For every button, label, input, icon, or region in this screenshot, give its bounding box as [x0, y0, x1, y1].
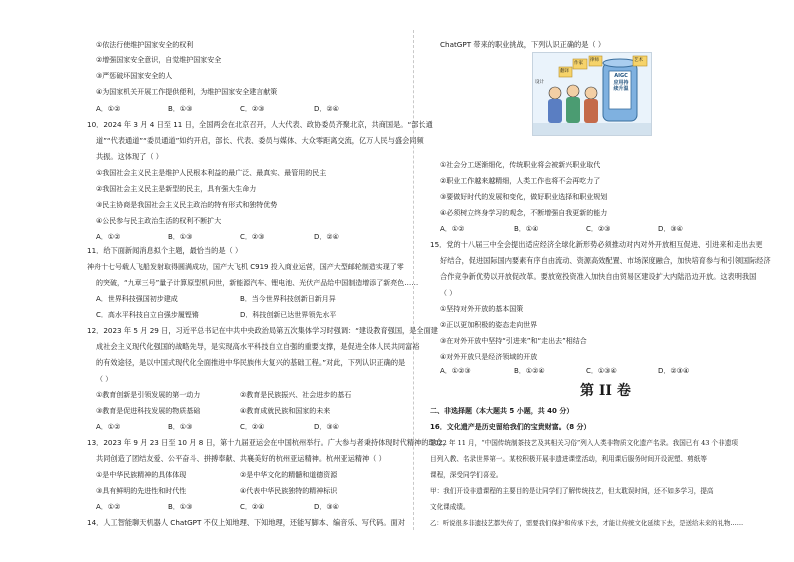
q15-option-1: ①坚持对外开放的基本国策 — [440, 305, 524, 313]
q14-stem-2: ChatGPT 带来的职业挑战，下列认识正确的是（ ） — [440, 40, 606, 49]
q13-option-3: ③具有鲜明的先进性和时代性 — [96, 487, 187, 495]
q10-option-1: ①我国社会主义民主是维护人民根本利益的最广泛、最真实、最管用的民主 — [96, 169, 327, 177]
q10-choice-b: B．①③ — [168, 233, 193, 241]
q10-choice-c: C．②③ — [240, 233, 265, 241]
q14-option-3: ③要做好时代的发展和变化，做好职业选择和职业规划 — [440, 193, 608, 201]
q10-choice-a: A．①② — [96, 233, 121, 241]
q11-stem-3: 的突破，“九章三号”量子计算原型机问世，新能源汽车、锂电池、光伏产品给中国制造增添了新亮色…… — [96, 279, 419, 287]
q15-option-3: ③在对外开放中坚持“引进来”和“走出去”相结合 — [440, 337, 587, 345]
q16-material-1: 2022 年 11 月，“中国传统制茶技艺及其相关习俗”列入人类非物质文化遗产名录。我国已有 43 个非遗项 — [430, 439, 738, 447]
q12-stem-4: （ ） — [96, 375, 113, 383]
q15-stem-1: 15．党的十八届三中全会提出适应经济全球化新形势必须推动对内对外开放相互促进、引进来和走出去更 — [430, 240, 763, 249]
q15-option-4: ④对外开放只是经济领域的开放 — [440, 353, 538, 361]
folder-label-5: 设计 — [535, 80, 544, 85]
q9-choice-a: A．①② — [96, 105, 121, 113]
q14-stem-1: 14．人工智能聊天机器人 ChatGPT 不仅上知地理、下知地理，还能写脚本、编音乐、写代码。面对 — [87, 518, 405, 527]
q15-stem-3: 合作竞争新优势以开放促改革。要放宽投资准入加快自由贸易区建设扩大内陆沿边开放。这表明我国 — [440, 272, 757, 281]
q14-option-1: ①社会分工逐渐细化，传统职业将会被新兴职业取代 — [440, 161, 601, 169]
q13-choice-a: A．①② — [96, 503, 121, 511]
q16-material-6: 乙：听说很多非遗技艺都失传了，需要我们保护和传承下去，才能让传统文化延续下去，是送给未来的礼物…… — [430, 519, 744, 527]
q14-option-4: ④必须树立终身学习的观念，不断增强自我更新的能力 — [440, 209, 608, 217]
q12-stem-2: 成社会主义现代化强国的战略先导，是实现高水平科技自立自强的重要支撑，是促进全体人民共同富裕 — [96, 342, 420, 351]
q12-choice-c: C．②④ — [240, 423, 265, 431]
q12-choice-d: D．③④ — [314, 423, 339, 431]
q15-stem-2: 好结合，促进国际国内要素有序自由流动、资源高效配置、市场深度融合，加快培育参与和引领国际经济 — [440, 256, 771, 265]
aigc-sign-text: AIGC 应用持续升温 — [613, 73, 629, 92]
q9-choice-b: B．①③ — [168, 105, 193, 113]
q15-choice-d: D．②③④ — [658, 367, 690, 375]
q13-choice-c: C．②④ — [240, 503, 265, 511]
q13-stem-1: 13．2023 年 9 月 23 日至 10 月 8 日，第十九届亚运会在中国杭州举行。广大参与者秉持体现时代精神的理念， — [87, 438, 450, 447]
q15-choice-a: A．①②③ — [440, 367, 471, 375]
q12-choice-b: B．①③ — [168, 423, 193, 431]
q13-choice-d: D．③④ — [314, 503, 339, 511]
folder-label-2: 律师 — [590, 58, 599, 63]
q12-stem-1: 12．2023 年 5 月 29 日，习近平总书记在中共中央政治局第五次集体学习时强调：“建设教育强国，是全面建 — [87, 326, 438, 335]
q16-material-5: 文化课成绩。 — [430, 503, 470, 511]
q14-choice-b: B．①④ — [514, 225, 539, 233]
q12-option-3: ③教育是促进科技发展的物质基础 — [96, 407, 201, 415]
q16-material-4: 甲：我们开设非遗课程的主要目的是让同学们了解传统技艺，但太耽误时间，还不如多学习，提高 — [430, 487, 714, 495]
q15-option-2: ②正以更加积极的姿态走向世界 — [440, 321, 538, 329]
q9-option-3: ③严惩破坏国家安全的人 — [96, 72, 173, 80]
q15-choice-b: B．①②④ — [514, 367, 545, 375]
q10-stem-2: 道”“代表通道”“委员通道”如约开启，部长、代表、委员与媒体、大众零距离交流，亿万人民与盛会同频 — [96, 136, 424, 145]
q13-choice-b: B．①③ — [168, 503, 193, 511]
q13-stem-2: 共同创造了团结友爱、公平奋斗、拼搏奉献、共襄美好的杭州亚运精神。杭州亚运精神（ ） — [96, 454, 386, 463]
q14-choice-a: A．①② — [440, 225, 465, 233]
q9-option-2: ②增强国家安全意识，自觉维护国家安全 — [96, 56, 222, 64]
q9-option-4: ④为国家机关开展工作提供便利，为维护国家安全建言献策 — [96, 88, 278, 96]
section-heading: 二、非选择题（本大题共 5 小题，共 40 分） — [430, 407, 574, 415]
q15-stem-4: （ ） — [440, 289, 457, 297]
q11-stem-2: 神舟十七号载人飞船发射取得圆满成功，国产大飞机 C919 投入商业运营，国产大型邮轮制造实现了零 — [87, 263, 404, 271]
q16-material-3: 课程，深受同学们喜爱。 — [430, 471, 503, 479]
cartoon-illustration — [533, 53, 651, 135]
q10-stem-1: 10．2024 年 3 月 4 日至 11 日，全国两会在北京召开，人大代表、政协委员齐聚北京，共商国是。“部长通 — [87, 120, 433, 129]
aigc-cartoon — [532, 52, 652, 136]
q12-option-2: ②教育是民族振兴、社会进步的基石 — [240, 391, 352, 399]
q11-choice-c: C．高水平科技自立自强步履铿锵 — [96, 311, 199, 319]
q11-choice-b: B．当今世界科技创新日新月异 — [240, 295, 336, 303]
q12-option-1: ①教育创新是引领发展的第一动力 — [96, 391, 201, 399]
q14-option-2: ②职业工作越来越精细，人类工作也将不会再吃力了 — [440, 177, 601, 185]
q12-choice-a: A．①② — [96, 423, 121, 431]
q13-option-2: ②是中华文化的精髓和道德资源 — [240, 471, 338, 479]
q14-choice-d: D．③④ — [658, 225, 683, 233]
q10-option-3: ③民主协商是我国社会主义民主政治的特有形式和独特优势 — [96, 201, 278, 209]
q14-choice-c: C．②③ — [586, 225, 611, 233]
q11-choice-d: D．科技创新已达世界领先水平 — [240, 311, 337, 319]
q10-choice-d: D．②④ — [314, 233, 339, 241]
q12-option-4: ④教育成就民族和国家的未来 — [240, 407, 331, 415]
q9-option-1: ①依法行使维护国家安全的权利 — [96, 41, 194, 49]
q10-option-2: ②我国社会主义民主是新型的民主，具有强大生命力 — [96, 185, 257, 193]
q10-stem-3: 共振。这体现了（ ） — [96, 152, 163, 161]
q16-heading: 16．文化遗产是历史留给我们的宝贵财富。（8 分） — [430, 423, 591, 431]
q13-option-4: ④代表中华民族独特的精神标识 — [240, 487, 338, 495]
folder-label-3: 翻译 — [560, 69, 569, 74]
q9-choice-c: C．②③ — [240, 105, 265, 113]
q11-choice-a: A．世界科技强国初步建成 — [96, 295, 178, 303]
q12-stem-3: 的有效途径，是以中国式现代化全面推进中华民族伟大复兴的基础工程。”对此，下列认识正确的是 — [96, 358, 406, 367]
right-column — [415, 0, 794, 562]
q13-option-1: ①是中华民族精神的具体体现 — [96, 471, 187, 479]
q9-choice-d: D．②④ — [314, 105, 339, 113]
q15-choice-c: C．①③④ — [586, 367, 617, 375]
folder-label-1: 作家 — [574, 61, 583, 66]
folder-label-4: 艺术 — [634, 58, 643, 63]
q11-stem-1: 11．给下面新闻消息拟个主题，最恰当的是（ ） — [87, 246, 243, 255]
part-title: 第 II 卷 — [580, 383, 631, 399]
q10-option-4: ④公民参与民主政治生活的权利不断扩大 — [96, 217, 222, 225]
q16-material-2: 目列入教、名录世界第一。某校积极开展非遗进课堂活动，利用课后服务时间开设泥塑、剪纸等 — [430, 455, 707, 463]
